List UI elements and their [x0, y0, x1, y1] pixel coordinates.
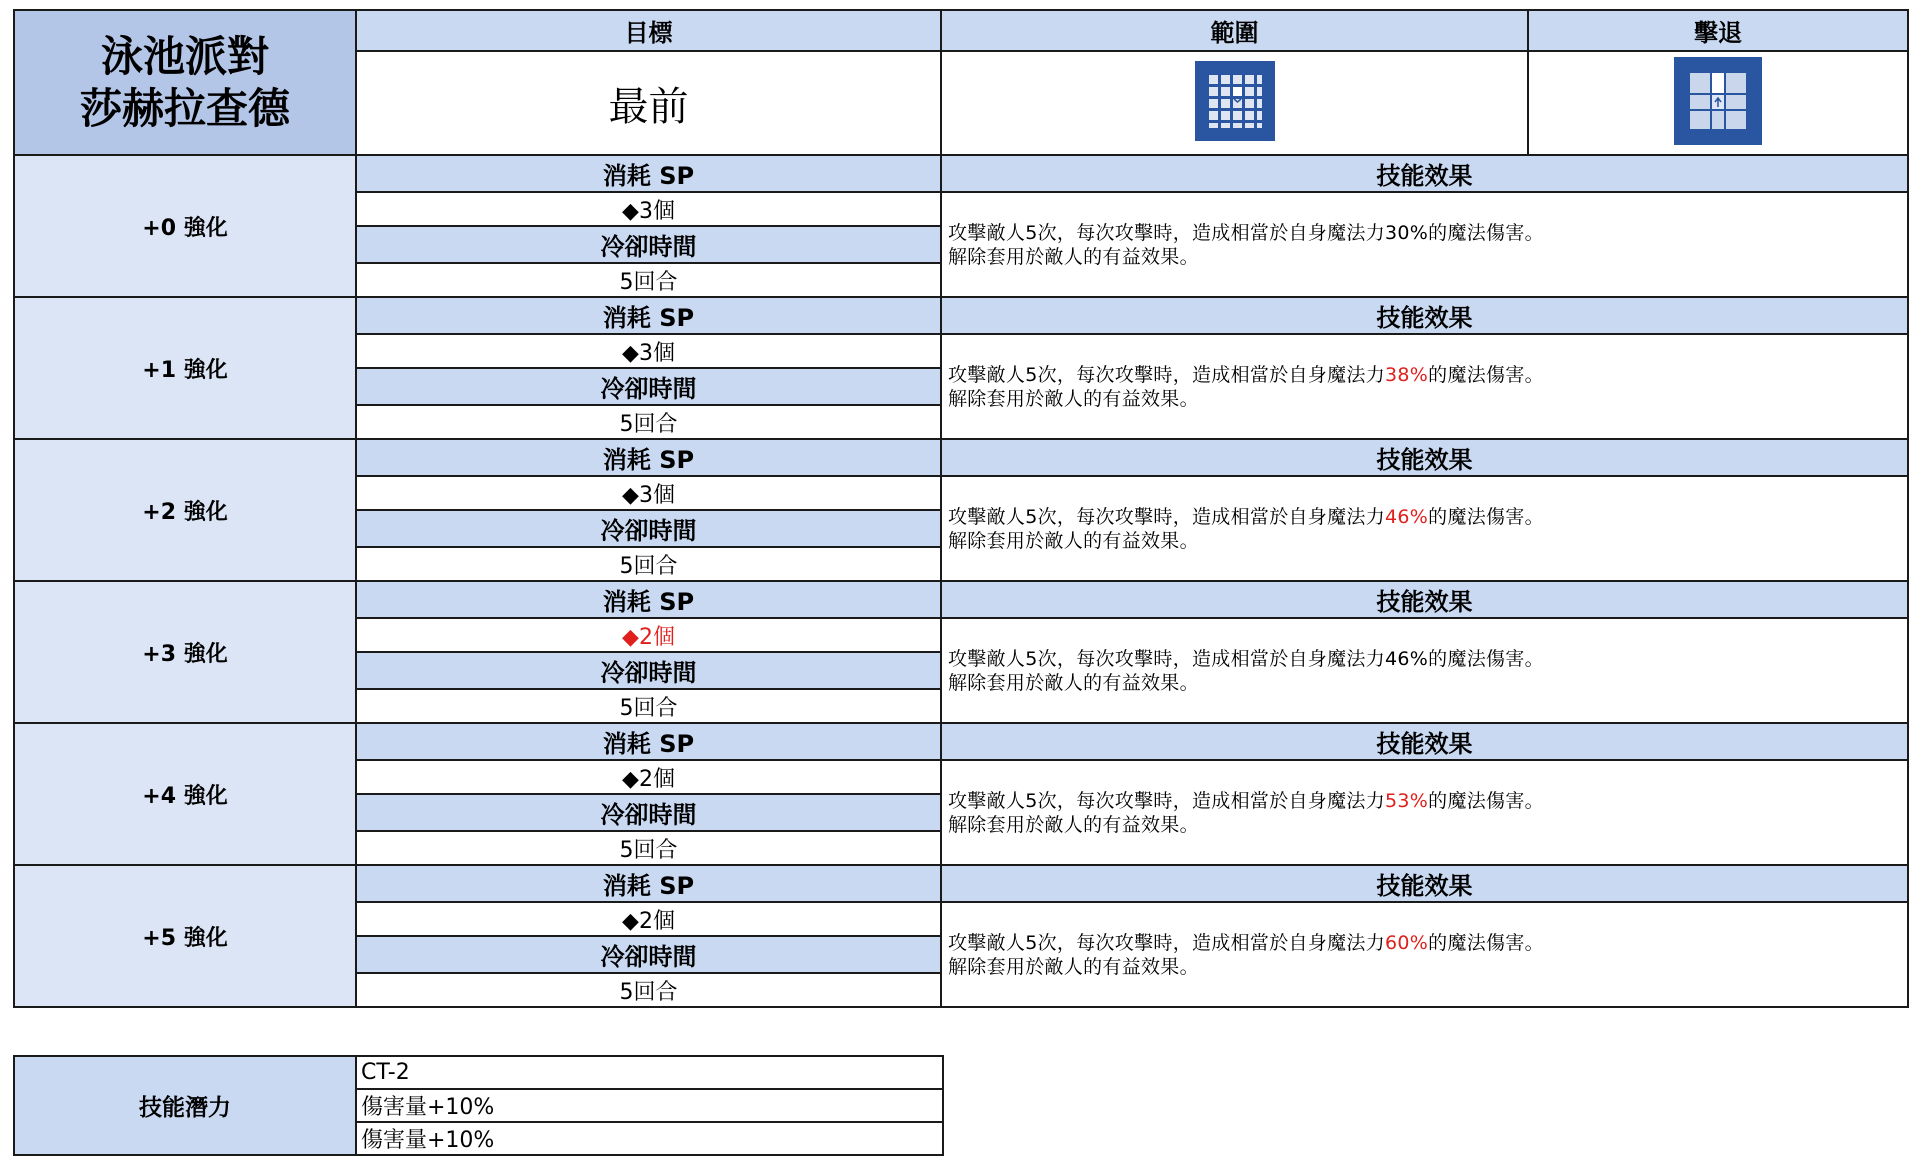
cooldown-label: 冷卻時間: [356, 510, 941, 547]
potential-value: CT-2: [356, 1056, 943, 1089]
character-name-cell: [14, 10, 356, 155]
character-name-line1: 泳池派對: [100, 31, 269, 81]
potential-value: 傷害量+10%: [356, 1122, 943, 1155]
cooldown-value: 5回合: [356, 547, 941, 581]
cooldown-value: 5回合: [356, 973, 941, 1007]
range-grid-icon: [1195, 61, 1275, 141]
sp-value: ◆2個: [356, 760, 941, 794]
sp-label: 消耗 SP: [356, 439, 941, 476]
knockback-cell: [1528, 51, 1908, 155]
level-name: +2 強化: [14, 439, 356, 581]
cooldown-value: 5回合: [356, 263, 941, 297]
knockback-up-icon: [1674, 57, 1762, 145]
sp-label: 消耗 SP: [356, 865, 941, 902]
potential-label: 技能潛力: [14, 1056, 356, 1155]
cooldown-label: 冷卻時間: [356, 226, 941, 263]
cooldown-label: 冷卻時間: [356, 368, 941, 405]
sp-label: 消耗 SP: [356, 581, 941, 618]
cooldown-label: 冷卻時間: [356, 652, 941, 689]
cooldown-label: 冷卻時間: [356, 794, 941, 831]
sp-value: ◆3個: [356, 192, 941, 226]
level-name: +5 強化: [14, 865, 356, 1007]
cooldown-value: 5回合: [356, 689, 941, 723]
sp-label: 消耗 SP: [356, 155, 941, 192]
sp-value: ◆2個: [356, 618, 941, 652]
knockback-header: 擊退: [1528, 10, 1908, 51]
potential-value: 傷害量+10%: [356, 1089, 943, 1122]
level-name: +4 強化: [14, 723, 356, 865]
effect-text: 攻擊敵人5次，每次攻擊時，造成相當於自身魔法力30%的魔法傷害。 解除套用於敵人的有益效果。: [941, 192, 1908, 297]
sp-value: ◆3個: [356, 476, 941, 510]
effect-label: 技能效果: [941, 723, 1908, 760]
cooldown-value: 5回合: [356, 405, 941, 439]
effect-label: 技能效果: [941, 155, 1908, 192]
target-value: 最前: [356, 51, 941, 155]
effect-text: 攻擊敵人5次，每次攻擊時，造成相當於自身魔法力38%的魔法傷害。 解除套用於敵人的有益效果。: [941, 334, 1908, 439]
sp-label: 消耗 SP: [356, 297, 941, 334]
character-name-line2: 莎赫拉查德: [79, 83, 290, 133]
cooldown-label: 冷卻時間: [356, 936, 941, 973]
effect-label: 技能效果: [941, 439, 1908, 476]
effect-label: 技能效果: [941, 865, 1908, 902]
effect-text: 攻擊敵人5次，每次攻擊時，造成相當於自身魔法力46%的魔法傷害。 解除套用於敵人的有益效果。: [941, 476, 1908, 581]
range-cell: [941, 51, 1528, 155]
sp-value: ◆2個: [356, 902, 941, 936]
sp-label: 消耗 SP: [356, 723, 941, 760]
level-name: +1 強化: [14, 297, 356, 439]
effect-text: 攻擊敵人5次，每次攻擊時，造成相當於自身魔法力53%的魔法傷害。 解除套用於敵人的有益效果。: [941, 760, 1908, 865]
sp-value: ◆3個: [356, 334, 941, 368]
skill-table: [13, 9, 1909, 1008]
level-name: +3 強化: [14, 581, 356, 723]
effect-label: 技能效果: [941, 297, 1908, 334]
cooldown-value: 5回合: [356, 831, 941, 865]
skill-potential-table: [13, 1055, 944, 1156]
range-header: 範圍: [941, 10, 1528, 51]
effect-text: 攻擊敵人5次，每次攻擊時，造成相當於自身魔法力60%的魔法傷害。 解除套用於敵人的有益效果。: [941, 902, 1908, 1007]
level-name: +0 強化: [14, 155, 356, 297]
effect-text: 攻擊敵人5次，每次攻擊時，造成相當於自身魔法力46%的魔法傷害。 解除套用於敵人的有益效果。: [941, 618, 1908, 723]
effect-label: 技能效果: [941, 581, 1908, 618]
target-header: 目標: [356, 10, 941, 51]
